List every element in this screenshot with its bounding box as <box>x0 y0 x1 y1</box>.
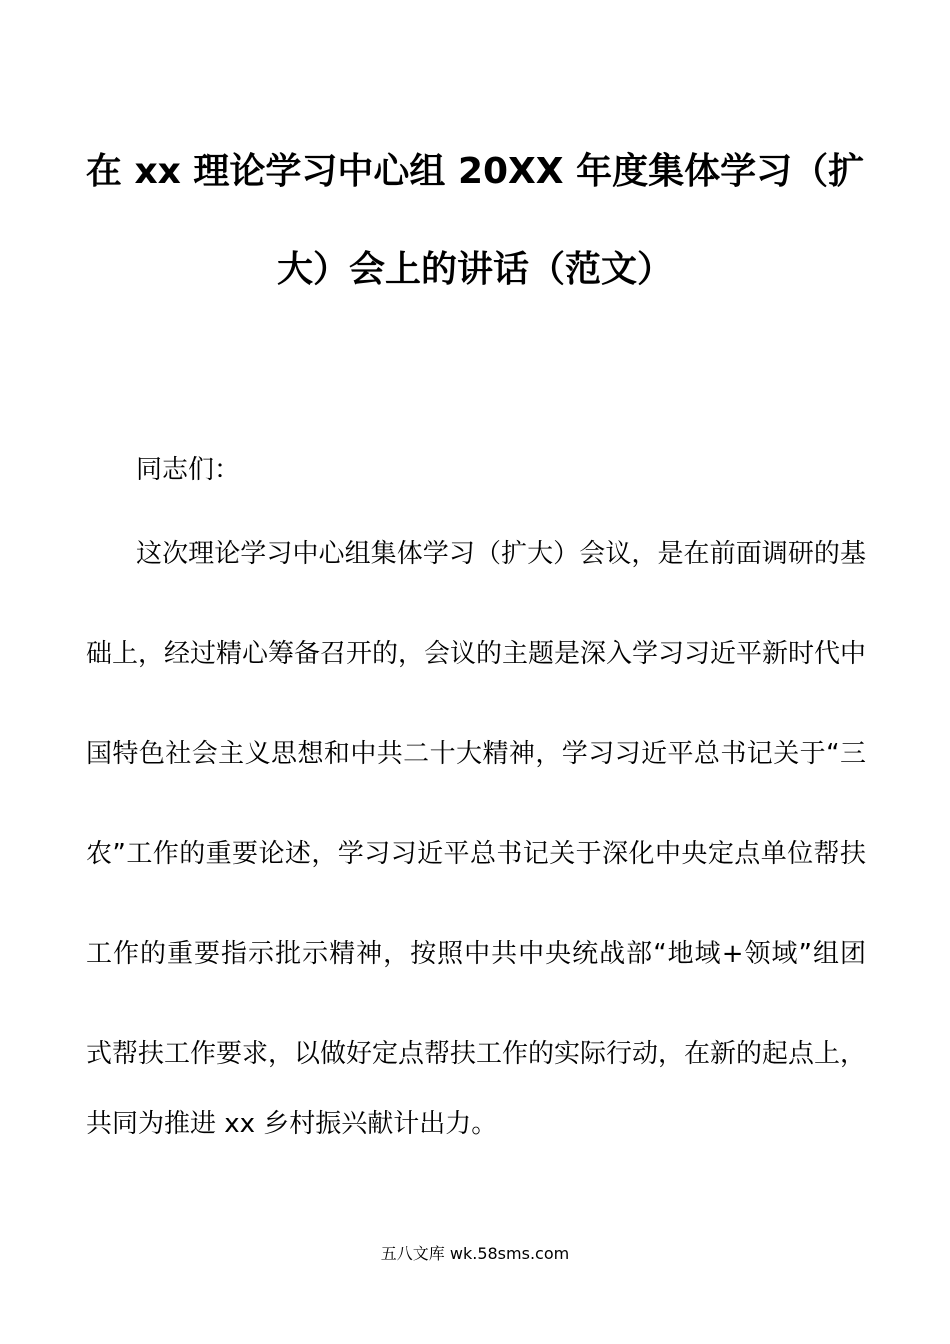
footer-watermark-text: 五八文库 wk.58sms.com <box>380 1244 570 1263</box>
salutation: 同志们： <box>136 455 241 485</box>
paragraph-line: 础上，经过精心筹备召开的，会议的主题是深入学习习近平新时代中 <box>86 639 867 669</box>
paragraph-line: 式帮扶工作要求，以做好定点帮扶工作的实际行动，在新的起点上， <box>86 1039 867 1069</box>
document-title-line-2: 大）会上的讲话（范文） <box>276 249 673 290</box>
paragraph-line: 农”工作的重要论述，学习习近平总书记关于深化中央定点单位帮扶 <box>86 839 866 869</box>
paragraph-line: 工作的重要指示批示精神，按照中共中央统战部“地域+领域”组团 <box>86 939 866 969</box>
document-title-line-1: 在 xx 理论学习中心组 20XX 年度集体学习（扩 <box>85 151 865 192</box>
paragraph-line: 共同为推进 xx 乡村振兴献计出力。 <box>86 1109 498 1139</box>
paragraph-line: 国特色社会主义思想和中共二十大精神，学习习近平总书记关于“三 <box>86 739 866 769</box>
paragraph-line: 这次理论学习中心组集体学习（扩大）会议，是在前面调研的基 <box>136 539 866 569</box>
